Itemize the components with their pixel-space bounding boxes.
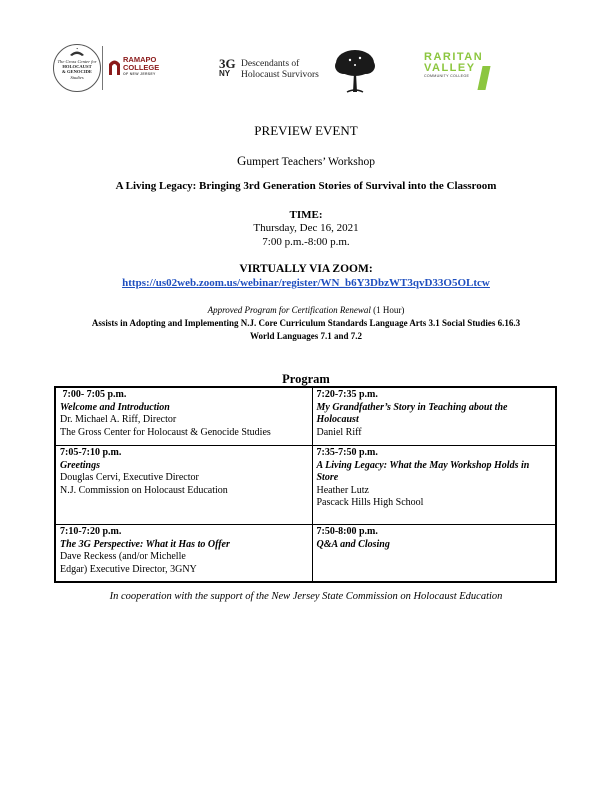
certification-hours: (1 Hour) bbox=[373, 305, 405, 315]
session-affiliation: Edgar) Executive Director, 3GNY bbox=[60, 563, 197, 575]
session-affiliation: Pascack Hills High School bbox=[316, 497, 424, 508]
gross-center-logo bbox=[52, 44, 102, 92]
session-title: Greetings bbox=[60, 459, 100, 471]
table-row bbox=[55, 446, 556, 525]
session-cell bbox=[55, 525, 312, 583]
session-time: 7:20-7:35 p.m. bbox=[316, 389, 378, 400]
event-title: A Living Legacy: Bringing 3rd Generation Stories of Survival into the Classroom bbox=[115, 180, 497, 192]
raritan-subtitle: COMMUNITY COLLEGE bbox=[424, 74, 470, 78]
program-table bbox=[54, 386, 557, 583]
session-time: 7:05-7:10 p.m. bbox=[60, 447, 122, 458]
gross-center-line-3: & GENOCIDE bbox=[62, 69, 92, 74]
workshop-name: umpert Teachers’ Workshop bbox=[246, 156, 375, 168]
standards-line-1: Assists in Adopting and Implementing N.J. Core Curriculum Standards Language Arts 3.1 Social Studies 6.16.3 bbox=[91, 318, 521, 328]
gross-center-seal bbox=[53, 44, 101, 92]
logo-divider bbox=[102, 46, 103, 90]
event-hours: 7:00 p.m.-8:00 p.m. bbox=[262, 236, 350, 248]
lamp-icon bbox=[68, 48, 86, 58]
event-date: Thursday, Dec 16, 2021 bbox=[253, 222, 359, 234]
session-time: 7:50-8:00 p.m. bbox=[316, 526, 378, 537]
cooperation-note: In cooperation with the support of the New Jersey State Commission on Holocaust Education bbox=[109, 591, 503, 602]
session-title: Welcome and Introduction bbox=[60, 401, 170, 413]
certification-note bbox=[0, 305, 612, 315]
time-heading: TIME: bbox=[289, 209, 323, 221]
program-heading: Program bbox=[282, 372, 330, 386]
table-row bbox=[55, 387, 556, 446]
session-speaker: Dr. Michael A. Riff, Director bbox=[60, 414, 177, 425]
session-speaker: Heather Lutz bbox=[316, 484, 369, 496]
session-cell bbox=[312, 525, 556, 583]
3g-mark: 3G bbox=[219, 56, 236, 71]
descendants-line1: Descendants of bbox=[241, 59, 300, 69]
table-row bbox=[55, 525, 556, 583]
zoom-link-anchor[interactable]: https://us02web.zoom.us/webinar/register/WN_b6Y3DbzWT3qvD33O5OLtcw bbox=[122, 277, 490, 289]
ramapo-name-line2: COLLEGE bbox=[123, 63, 160, 72]
descendants-line2: Holocaust Survivors bbox=[241, 69, 319, 80]
session-title: Q&A and Closing bbox=[316, 538, 390, 550]
standards-line-2: World Languages 7.1 and 7.2 bbox=[249, 331, 363, 341]
ramapo-college-logo bbox=[108, 54, 164, 84]
preview-heading: PREVIEW EVENT bbox=[254, 123, 358, 138]
gross-center-line-2: HOLOCAUST bbox=[62, 64, 92, 69]
session-speaker: Daniel Riff bbox=[316, 426, 362, 438]
approved-program-text: Approved Program for Certification Renewal bbox=[207, 305, 371, 315]
gross-center-line-4: Studies bbox=[70, 75, 84, 80]
session-time: 7:00- 7:05 p.m. bbox=[60, 389, 127, 400]
ramapo-name-line1: RAMAPO bbox=[123, 55, 157, 64]
session-title: The 3G Perspective: What it Has to Offer bbox=[60, 538, 230, 550]
session-time: 7:35-7:50 p.m. bbox=[316, 447, 378, 458]
session-cell bbox=[55, 387, 312, 446]
workshop-heading bbox=[0, 153, 612, 169]
zoom-heading: VIRTUALLY VIA ZOOM: bbox=[239, 263, 373, 275]
session-cell bbox=[55, 446, 312, 525]
raritan-word2: VALLEY bbox=[424, 62, 476, 74]
raritan-word1: RARITAN bbox=[424, 51, 484, 63]
gross-center-line-1: The Gross Center for bbox=[57, 59, 97, 64]
session-speaker: Dave Reckess (and/or Michelle bbox=[60, 551, 186, 562]
ramapo-arch-icon bbox=[108, 57, 121, 75]
session-affiliation: The Gross Center for Holocaust & Genocide Studies bbox=[60, 426, 271, 438]
session-time: 7:10-7:20 p.m. bbox=[60, 526, 122, 537]
session-speaker: Douglas Cervi, Executive Director bbox=[60, 472, 199, 483]
session-cell bbox=[312, 387, 556, 446]
session-title: A Living Legacy: What the May Workshop Holds in Store bbox=[316, 459, 530, 483]
workshop-initial: G bbox=[237, 153, 247, 168]
session-cell bbox=[312, 446, 556, 525]
ramapo-tagline: OF NEW JERSEY bbox=[123, 72, 156, 76]
ny-mark: NY bbox=[219, 69, 231, 78]
raritan-valley-logo bbox=[424, 52, 494, 92]
zoom-registration-link[interactable] bbox=[0, 277, 612, 289]
logo-strip bbox=[0, 44, 612, 96]
session-affiliation: N.J. Commission on Holocaust Education bbox=[60, 484, 228, 496]
session-title: My Grandfather’s Story in Teaching about the Holocaust bbox=[316, 401, 508, 425]
tree-icon bbox=[332, 48, 378, 94]
